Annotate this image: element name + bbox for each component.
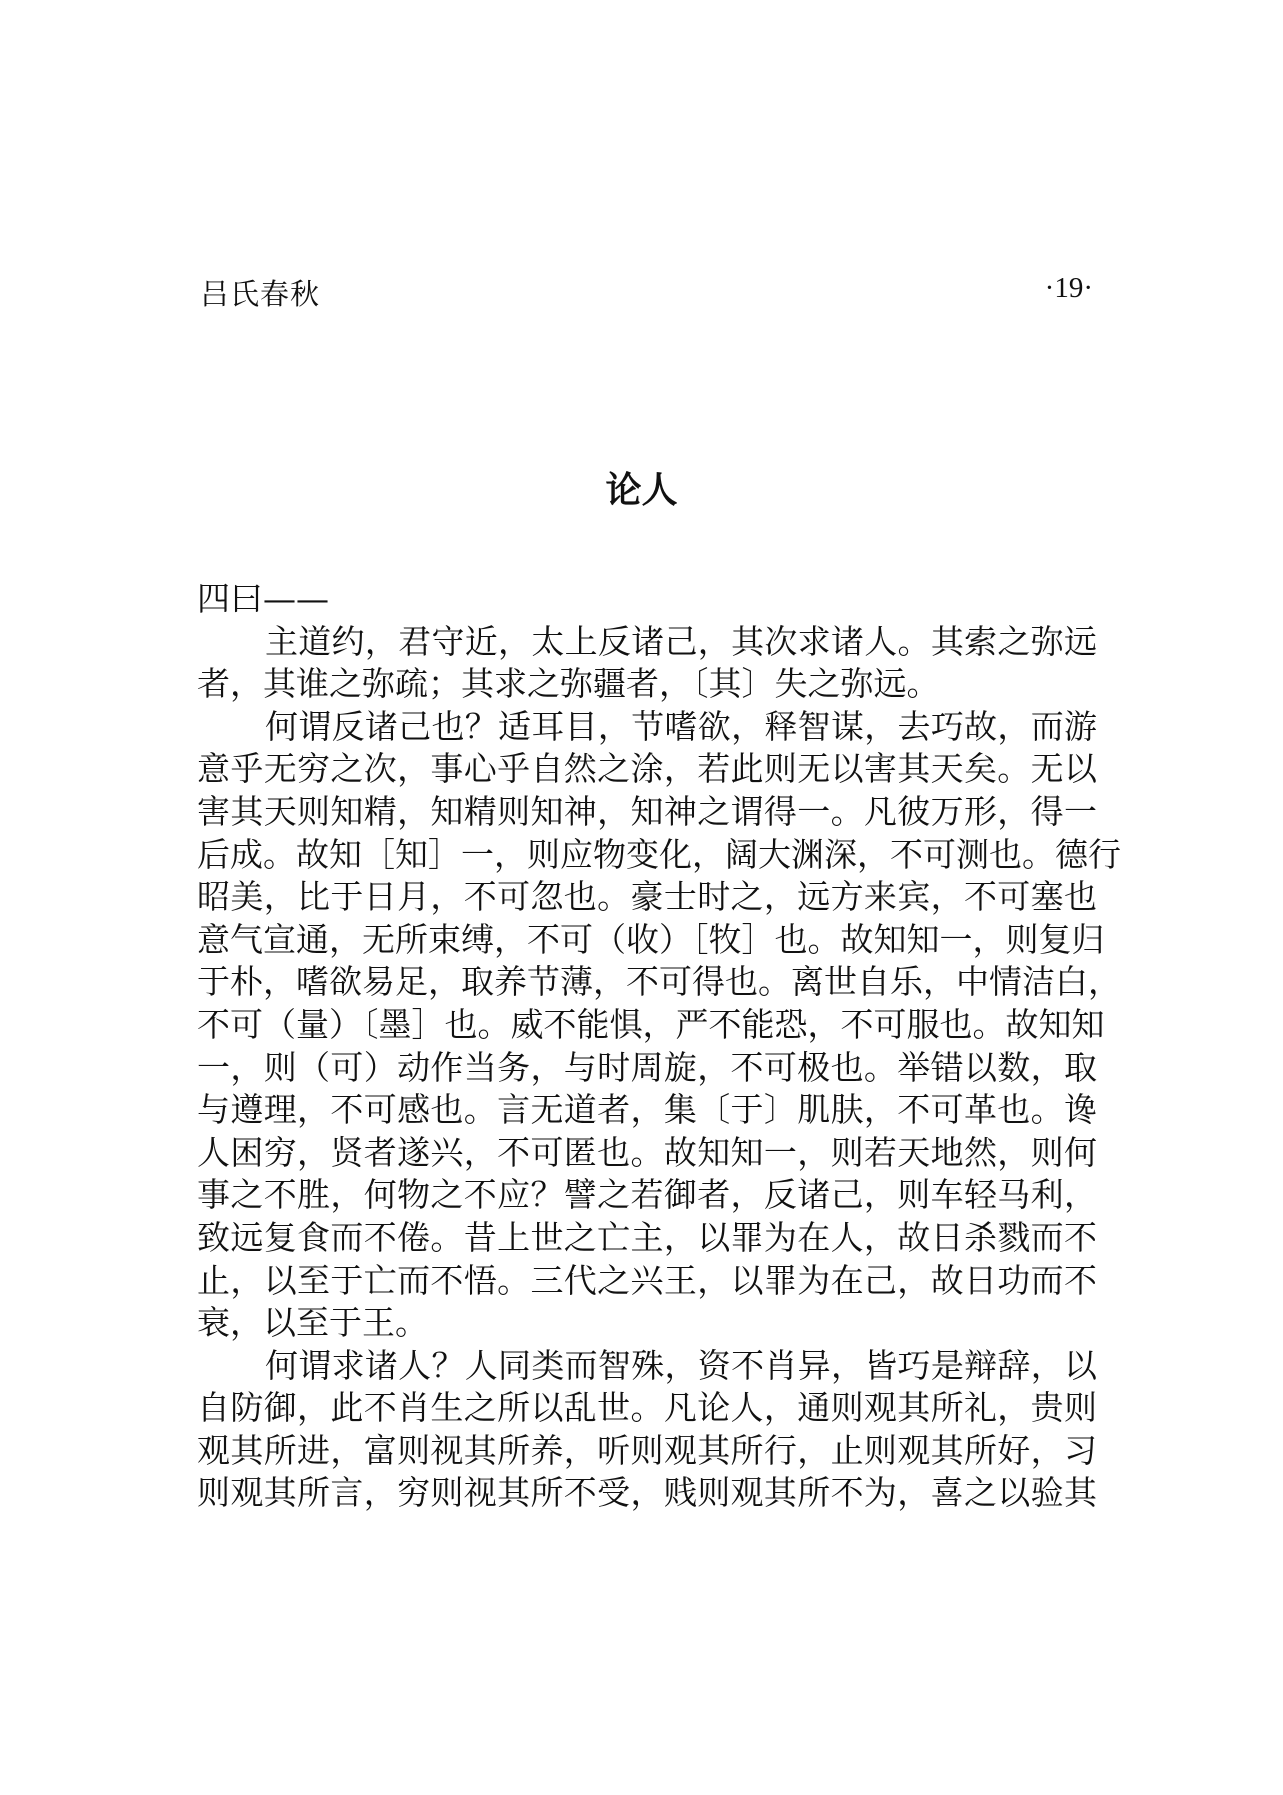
text-line: 何谓求诸人？人同类而智殊，资不肖异，皆巧是辩辞，以 xyxy=(265,1345,1097,1385)
text-line: 止，以至于亡而不悟。三代之兴王，以罪为在己，故日功而不 xyxy=(197,1260,1097,1300)
text-line: 与遵理，不可感也。言无道者，集〔于〕肌肤，不可革也。谗 xyxy=(197,1090,1097,1130)
text-line: 于朴，嗜欲易足，取养节薄，不可得也。离世自乐，中情洁白， xyxy=(197,962,1121,1002)
text-line: 四曰—— xyxy=(197,579,329,618)
text-line: 意乎无穷之次，事心乎自然之涂，若此则无以害其天矣。无以 xyxy=(197,749,1097,789)
running-head: 吕氏春秋 xyxy=(200,277,321,311)
text-line: 害其天则知精，知精则知神，知神之谓得一。凡彼万形，得一 xyxy=(197,791,1097,831)
text-line: 者，其谁之弥疏；其求之弥疆者，〔其〕失之弥远。 xyxy=(197,664,940,704)
text-line: 何谓反诸己也？适耳目，节嗜欲，释智谋，去巧故，而游 xyxy=(265,706,1097,746)
text-line: 不可（量）〔墨］也。威不能惧，严不能恐，不可服也。故知知 xyxy=(197,1004,1105,1044)
text-line: 后成。故知［知］一，则应物变化，阔大渊深，不可测也。德行 xyxy=(197,834,1121,874)
text-line: 一，则（可）动作当务，与时周旋，不可极也。举错以数，取 xyxy=(197,1047,1097,1087)
text-line: 意气宣通，无所束缚，不可（收）［牧］也。故知知一，则复归 xyxy=(197,919,1105,959)
text-line: 事之不胜，何物之不应？譬之若御者，反诸己，则车轻马利， xyxy=(197,1175,1097,1215)
text-line: 则观其所言，穷则视其所不受，贱则观其所不为，喜之以验其 xyxy=(197,1473,1097,1513)
chapter-title: 论人 xyxy=(605,470,678,511)
text-line: 主道约，君守近，太上反诸己，其次求诸人。其索之弥远 xyxy=(265,621,1097,661)
text-line: 人困穷，贤者遂兴，不可匿也。故知知一，则若天地然，则何 xyxy=(197,1132,1097,1172)
text-line: 昭美，比于日月，不可忽也。豪士时之，远方来宾，不可塞也 xyxy=(197,877,1097,917)
page-number: ·19· xyxy=(1044,272,1093,304)
text-line: 自防御，此不肖生之所以乱世。凡论人，通则观其所礼，贵则 xyxy=(197,1388,1097,1428)
text-line: 衰，以至于王。 xyxy=(197,1303,428,1343)
text-line: 观其所进，富则视其所养，听则观其所行，止则观其所好，习 xyxy=(197,1430,1097,1470)
body-text xyxy=(197,578,1121,1515)
text-line: 致远复食而不倦。昔上世之亡主，以罪为在人，故日杀戮而不 xyxy=(197,1217,1097,1257)
